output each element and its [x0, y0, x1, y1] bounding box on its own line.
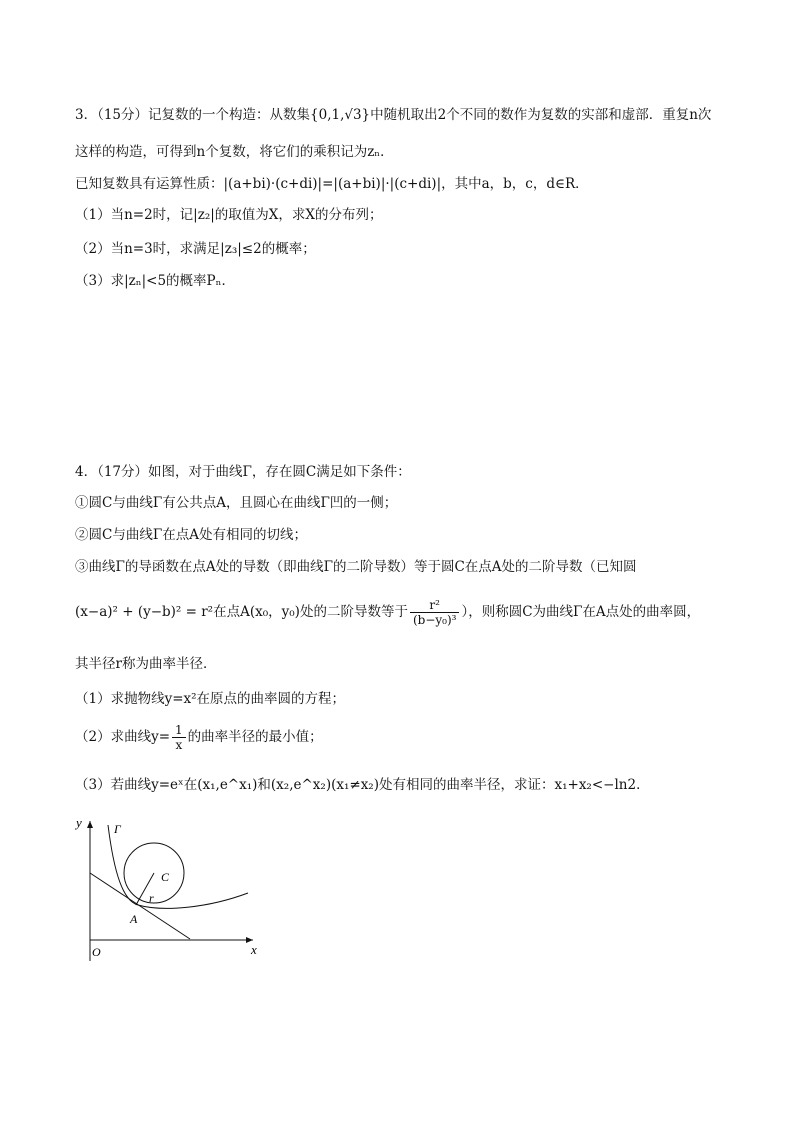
- q3-sub3: （3）求|zₙ|<5的概率Pₙ．: [75, 273, 235, 289]
- q3-stem-line2: 这样的构造，可得到n个复数，将它们的乘积记为zₙ．: [75, 144, 394, 160]
- q4-sub2-part-a: （2）求曲线y=: [75, 729, 171, 745]
- q4-sub2-den: x: [175, 738, 183, 752]
- q3-sub2: （2）当n=3时，求满足|z₃|≤2的概率；: [75, 241, 316, 257]
- q4-sub1: （1）求抛物线y=x²在原点的曲率圆的方程；: [75, 691, 346, 707]
- q4-fraction-den: (b−y₀)³: [412, 613, 457, 627]
- q4-radius-line: 其半径r称为曲率半径．: [75, 656, 217, 672]
- label-r: r: [149, 891, 154, 905]
- q4-cond3: ③曲线Γ的导函数在点A处的导数（即曲线Γ的二阶导数）等于圆C在点A处的二阶导数（已知圆: [75, 559, 637, 575]
- tangent-line: [90, 873, 190, 939]
- q3-stem-line3: 已知复数具有运算性质：|(a+bi)·(c+di)|=|(a+bi)|·|(c+di)|，其中a，b，c，d∈R．: [75, 176, 589, 192]
- q4-sub2-part-b: 的曲率半径的最小值；: [187, 729, 323, 745]
- y-axis-arrow: [87, 821, 93, 828]
- q4-eq-line: [75, 598, 700, 627]
- label-c: C: [161, 870, 170, 884]
- q4-sub2: [75, 723, 323, 752]
- q4-fraction-num: r²: [410, 598, 460, 613]
- q3-sub1: （1）当n=2时，记|z₂|的取值为X，求X的分布列；: [75, 207, 383, 223]
- q4-stem-line1: 4．（17分）如图，对于曲线Γ，存在圆C满足如下条件：: [75, 464, 411, 480]
- label-origin: O: [92, 945, 101, 959]
- q3-stem-line1: 3．（15分）记复数的一个构造：从数集{0,1,√3}中随机取出2个不同的数作为复数的实部和虚部．重复n次: [75, 107, 712, 123]
- label-y: y: [76, 815, 82, 830]
- q4-fraction: [410, 598, 460, 627]
- q4-eq-part-a: (x−a)² + (y−b)² = r²在点A(x₀，y₀)处的二阶导数等于: [75, 604, 408, 620]
- q4-cond1: ①圆C与曲线Γ有公共点A，且圆心在曲线Γ凹的一侧；: [75, 495, 398, 511]
- curve-gamma: [108, 825, 248, 908]
- q4-cond2: ②圆C与曲线Γ在点A处有相同的切线；: [75, 527, 307, 543]
- q4-sub3: （3）若曲线y=eˣ在(x₁,e^x₁)和(x₂,e^x₂)(x₁≠x₂)处有相同的曲率半径，求证：x₁+x₂<−ln2．: [75, 777, 650, 793]
- label-gamma: Γ: [114, 822, 121, 836]
- q4-eq-part-b: ），则称圆C为曲线Γ在A点处的曲率圆，: [461, 604, 701, 620]
- q4-sub2-fraction: [172, 723, 186, 752]
- label-x: x: [251, 942, 257, 957]
- q4-sub2-num: 1: [172, 723, 186, 738]
- label-a: A: [130, 912, 138, 926]
- curvature-figure: [68, 813, 268, 963]
